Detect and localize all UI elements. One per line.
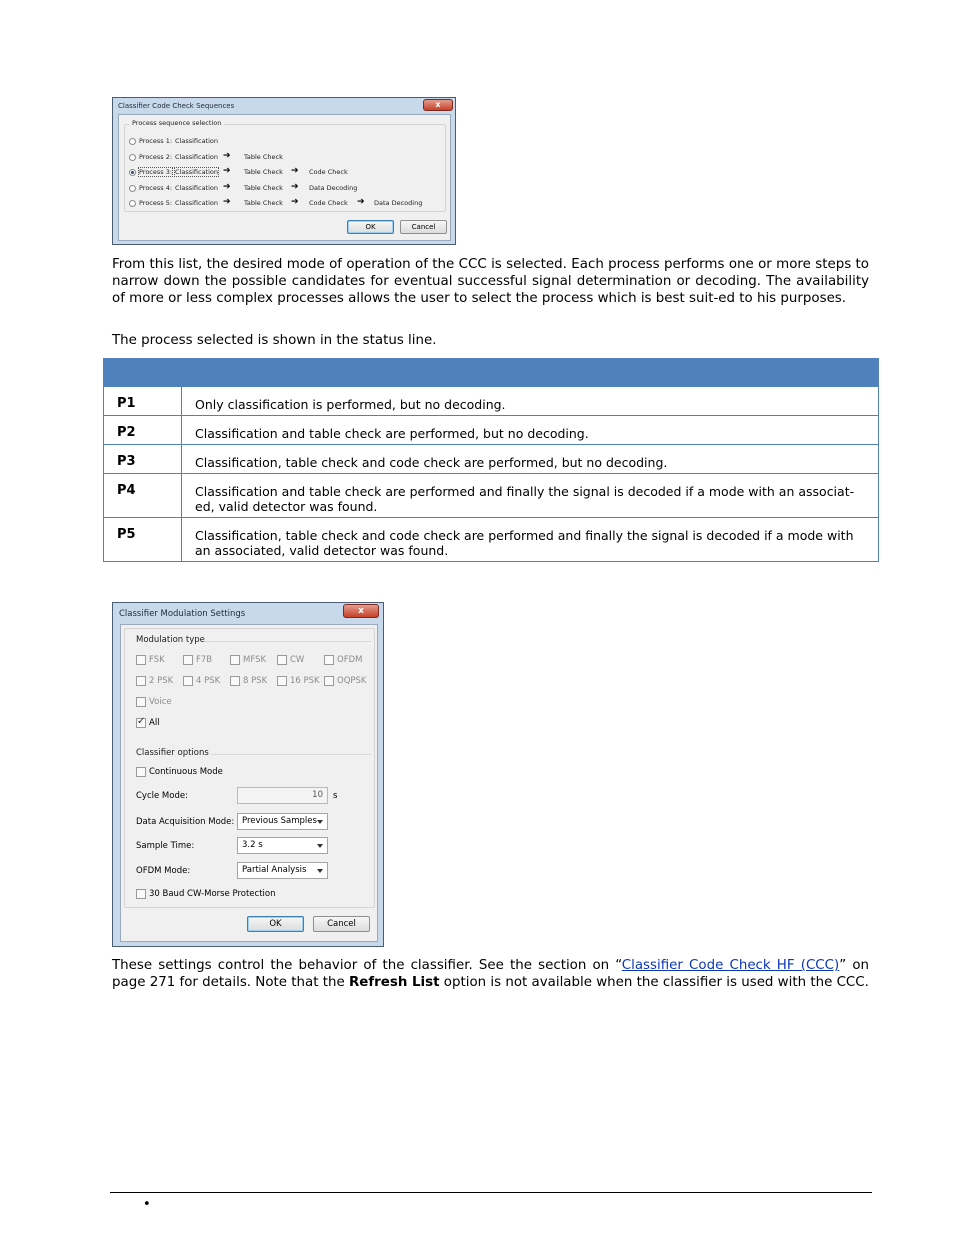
settings-paragraph bbox=[112, 957, 869, 991]
modulation-label: OFDM bbox=[337, 655, 363, 665]
modulation-label: FSK bbox=[149, 655, 165, 665]
table-row bbox=[104, 387, 879, 416]
process-description: Classification, table check and code check are performed, but no decoding. bbox=[182, 445, 879, 474]
arrow-right-icon: ➔ bbox=[291, 197, 299, 207]
settings-paragraph-end: option is not available when the classifier is used with the CCC. bbox=[439, 975, 869, 990]
process-radio[interactable] bbox=[129, 200, 136, 207]
ok-button[interactable]: OK bbox=[347, 220, 394, 234]
process-step: Table Check bbox=[244, 152, 283, 161]
settings-paragraph-mid: ” on page 271 for details. Note that the bbox=[112, 958, 869, 990]
sample-time-label: Sample Time: bbox=[136, 841, 195, 851]
process-key: P1 bbox=[104, 387, 182, 416]
chevron-down-icon bbox=[317, 844, 323, 848]
process-radio[interactable] bbox=[129, 185, 136, 192]
modulation-label: CW bbox=[290, 655, 305, 665]
arrow-right-icon: ➔ bbox=[223, 166, 231, 176]
cancel-button[interactable]: Cancel bbox=[313, 916, 370, 932]
process-description: Classification, table check and code check are performed and finally the signal is decoded if a mode with an associated, valid detector was found. bbox=[182, 518, 879, 562]
modulation-checkbox[interactable] bbox=[136, 676, 146, 686]
cycle-mode-unit: s bbox=[333, 791, 338, 801]
cw-morse-protection-checkbox[interactable] bbox=[136, 889, 146, 899]
process-label: Process 1: bbox=[139, 137, 173, 145]
ofdm-mode-select[interactable] bbox=[237, 862, 328, 879]
modulation-checkbox[interactable] bbox=[183, 676, 193, 686]
modulation-checkbox[interactable] bbox=[136, 697, 146, 707]
modulation-label: 16 PSK bbox=[290, 676, 320, 686]
table-header bbox=[104, 359, 879, 387]
settings-paragraph-start: These settings control the behavior of the classifier. See the section on “ bbox=[112, 958, 622, 973]
process-row[interactable] bbox=[119, 181, 449, 194]
process-step: Classification bbox=[175, 199, 219, 207]
ok-button[interactable]: OK bbox=[247, 916, 304, 932]
ofdm-mode-label: OFDM Mode: bbox=[136, 866, 191, 876]
process-table bbox=[103, 358, 879, 562]
modulation-label: OQPSK bbox=[337, 676, 367, 686]
modulation-checkbox[interactable] bbox=[230, 676, 240, 686]
table-row bbox=[104, 518, 879, 562]
process-key: P3 bbox=[104, 445, 182, 474]
arrow-right-icon: ➔ bbox=[291, 181, 299, 192]
dialog-body bbox=[120, 624, 378, 942]
modulation-checkbox[interactable] bbox=[277, 655, 287, 665]
arrow-right-icon: ➔ bbox=[291, 166, 299, 176]
footer-bullet: • bbox=[143, 1197, 151, 1212]
table-row bbox=[104, 474, 879, 518]
modulation-label: MFSK bbox=[243, 655, 267, 665]
process-step: Classification bbox=[175, 183, 219, 192]
data-acquisition-mode-label: Data Acquisition Mode: bbox=[136, 817, 235, 827]
all-label: All bbox=[149, 718, 160, 728]
modulation-checkbox[interactable] bbox=[136, 655, 146, 665]
refresh-list-term: Refresh List bbox=[348, 975, 440, 990]
process-description: Classification and table check are performed, but no decoding. bbox=[182, 416, 879, 445]
process-description: Only classification is performed, but no decoding. bbox=[182, 387, 879, 416]
process-step: Classification bbox=[175, 137, 219, 145]
process-key: P5 bbox=[104, 518, 182, 562]
process-row[interactable] bbox=[119, 150, 449, 163]
process-description: Classification and table check are performed and finally the signal is decoded if a mode with an associat-ed, valid detector was found. bbox=[182, 474, 879, 518]
ccc-section-link[interactable]: Classifier Code Check HF (CCC) bbox=[621, 958, 840, 973]
process-label: Process 2: bbox=[139, 152, 173, 161]
dialog-title: Classifier Modulation Settings bbox=[119, 609, 246, 619]
sample-time-value: 3.2 s bbox=[242, 840, 263, 850]
chevron-down-icon bbox=[317, 820, 323, 824]
process-label: Process 3: bbox=[139, 168, 173, 176]
intro-paragraph: From this list, the desired mode of operation of the CCC is selected. Each process performs one or more steps to narrow down the possible candidates for eventual successful signal determination or decoding. The availability of more or less complex processes allows the user to select the process which is best suit-ed to his purposes. bbox=[112, 257, 869, 306]
chevron-down-icon bbox=[317, 869, 323, 873]
process-radio[interactable] bbox=[129, 154, 136, 161]
arrow-right-icon: ➔ bbox=[223, 150, 231, 161]
process-step: Code Check bbox=[309, 168, 348, 176]
modulation-checkbox[interactable] bbox=[183, 655, 193, 665]
modulation-label: 4 PSK bbox=[196, 676, 221, 686]
process-row[interactable] bbox=[119, 168, 449, 178]
process-step: Data Decoding bbox=[374, 199, 423, 207]
process-step: Data Decoding bbox=[309, 183, 358, 192]
arrow-right-icon: ➔ bbox=[223, 181, 231, 192]
modulation-checkbox[interactable] bbox=[324, 676, 334, 686]
classifier-options-rule bbox=[211, 754, 371, 755]
close-button[interactable]: x bbox=[343, 604, 379, 618]
arrow-right-icon: ➔ bbox=[223, 197, 231, 207]
ofdm-mode-value: Partial Analysis bbox=[242, 865, 307, 875]
modulation-label: Voice bbox=[149, 697, 172, 707]
modulation-type-rule bbox=[205, 641, 371, 642]
process-label: Process 5: bbox=[139, 199, 173, 207]
process-label: Process 4: bbox=[139, 183, 173, 192]
modulation-label: 8 PSK bbox=[243, 676, 268, 686]
cancel-button[interactable]: Cancel bbox=[400, 220, 447, 234]
cw-morse-protection-label: 30 Baud CW-Morse Protection bbox=[149, 889, 276, 899]
continuous-mode-label: Continuous Mode bbox=[149, 767, 223, 777]
process-step: Classification bbox=[175, 152, 219, 161]
cycle-mode-input[interactable] bbox=[237, 787, 328, 804]
continuous-mode-checkbox[interactable] bbox=[136, 767, 146, 777]
classifier-options-label: Classifier options bbox=[133, 748, 212, 758]
sequences-dialog bbox=[112, 97, 456, 245]
dialog-title: Classifier Code Check Sequences bbox=[118, 102, 235, 110]
sample-time-select[interactable] bbox=[237, 837, 328, 854]
footer-rule bbox=[110, 1192, 872, 1193]
cycle-mode-value: 10 bbox=[312, 790, 323, 800]
table-row bbox=[104, 445, 879, 474]
process-row[interactable] bbox=[119, 137, 449, 147]
close-button[interactable]: x bbox=[423, 99, 453, 111]
modulation-checkbox[interactable] bbox=[277, 676, 287, 686]
dialog-body bbox=[118, 114, 451, 241]
group-label: Process sequence selection bbox=[129, 119, 224, 127]
process-key: P4 bbox=[104, 474, 182, 518]
all-checkbox[interactable] bbox=[136, 718, 146, 728]
arrow-right-icon: ➔ bbox=[357, 197, 365, 207]
table-row bbox=[104, 416, 879, 445]
process-step: Table Check bbox=[244, 183, 283, 192]
cycle-mode-label: Cycle Mode: bbox=[136, 791, 188, 801]
data-acquisition-mode-value: Previous Samples bbox=[242, 816, 317, 826]
modulation-type-label: Modulation type bbox=[133, 635, 208, 645]
process-key: P2 bbox=[104, 416, 182, 445]
modulation-checkbox[interactable] bbox=[230, 655, 240, 665]
modulation-checkbox[interactable] bbox=[324, 655, 334, 665]
modulation-label: F7B bbox=[196, 655, 213, 665]
modulation-label: 2 PSK bbox=[149, 676, 174, 686]
status-line-note: The process selected is shown in the status line. bbox=[112, 333, 437, 348]
process-step: Classification bbox=[175, 168, 219, 176]
process-radio[interactable] bbox=[129, 169, 136, 176]
data-acquisition-mode-select[interactable] bbox=[237, 813, 328, 830]
process-step: Code Check bbox=[309, 199, 348, 207]
process-radio[interactable] bbox=[129, 138, 136, 145]
process-step: Table Check bbox=[244, 199, 283, 207]
process-row[interactable] bbox=[119, 199, 449, 209]
modulation-settings-dialog bbox=[112, 602, 384, 947]
process-step: Table Check bbox=[244, 168, 283, 176]
